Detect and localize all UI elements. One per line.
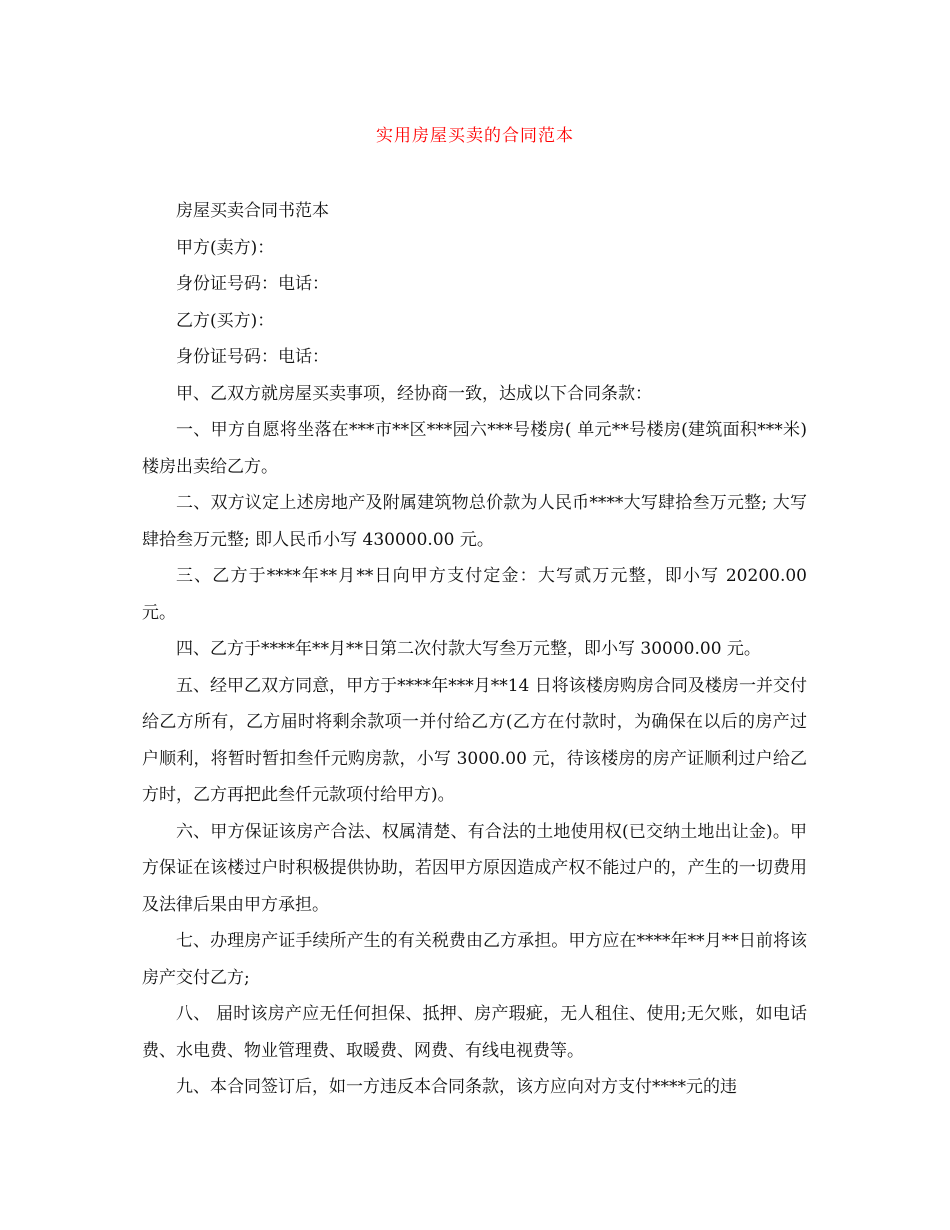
paragraph-clause-1: 一、甲方自愿将坐落在***市**区***园六***号楼房( 单元**号楼房(建筑面积***米)楼房出卖给乙方。 <box>142 420 807 477</box>
paragraph-clause-8: 八、 届时该房产应无任何担保、抵押、房产瑕疵，无人租住、使用;无欠账，如电话费、水电费、物业管理费、取暖费、网费、有线电视费等。 <box>142 1004 807 1061</box>
paragraph-preamble: 甲、乙双方就房屋买卖事项，经协商一致，达成以下合同条款： <box>176 383 652 404</box>
paragraph-clause-4: 四、乙方于****年**月**日第二次付款大写叁万元整，即小写 30000.00 元。 <box>176 639 761 659</box>
paragraph-clause-7: 七、办理房产证手续所产生的有关税费由乙方承担。甲方应在****年**月**日前将该房产交付乙方; <box>142 931 807 988</box>
document-title: 实用房屋买卖的合同范本 <box>376 126 574 146</box>
paragraph-clause-2: 二、双方议定上述房地产及附属建筑物总价款为人民币****大写肆拾叁万元整; 大写肆拾叁万元整; 即人民币小写 430000.00 元。 <box>142 493 807 550</box>
paragraph-party-b: 乙方(买方)： <box>176 310 275 331</box>
paragraph-party-b-id: 身份证号码：电话： <box>176 347 329 367</box>
paragraph-clause-6: 六、甲方保证该房产合法、权属清楚、有合法的土地使用权(已交纳土地出让金)。甲方保证在该楼过户时积极提供协助，若因甲方原因造成产权不能过户的，产生的一切费用及法律后果由甲方承担。 <box>142 821 807 915</box>
paragraph-party-a: 甲方(卖方)： <box>176 237 275 258</box>
paragraph-heading: 房屋买卖合同书范本 <box>176 201 329 221</box>
paragraph-clause-9: 九、本合同签订后，如一方违反本合同条款，该方应向对方支付****元的违 <box>176 1077 737 1097</box>
paragraph-clause-5: 五、经甲乙双方同意，甲方于****年***月**14 日将该楼房购房合同及楼房一并交付给乙方所有，乙方届时将剩余款项一并付给乙方(乙方在付款时，为确保在以后的房产过户顺利，将暂时暂扣叁仟元购房款，小写 3000.00 元，待该楼房的房产证顺利过户给乙方时，乙方再把此叁仟元款项付给甲方)。 <box>142 675 807 805</box>
document-body <box>142 193 807 1106</box>
paragraph-clause-3: 三、乙方于****年**月**日向甲方支付定金：大写贰万元整，即小写 20200.00 元。 <box>142 566 807 623</box>
paragraph-party-a-id: 身份证号码：电话： <box>176 274 329 294</box>
